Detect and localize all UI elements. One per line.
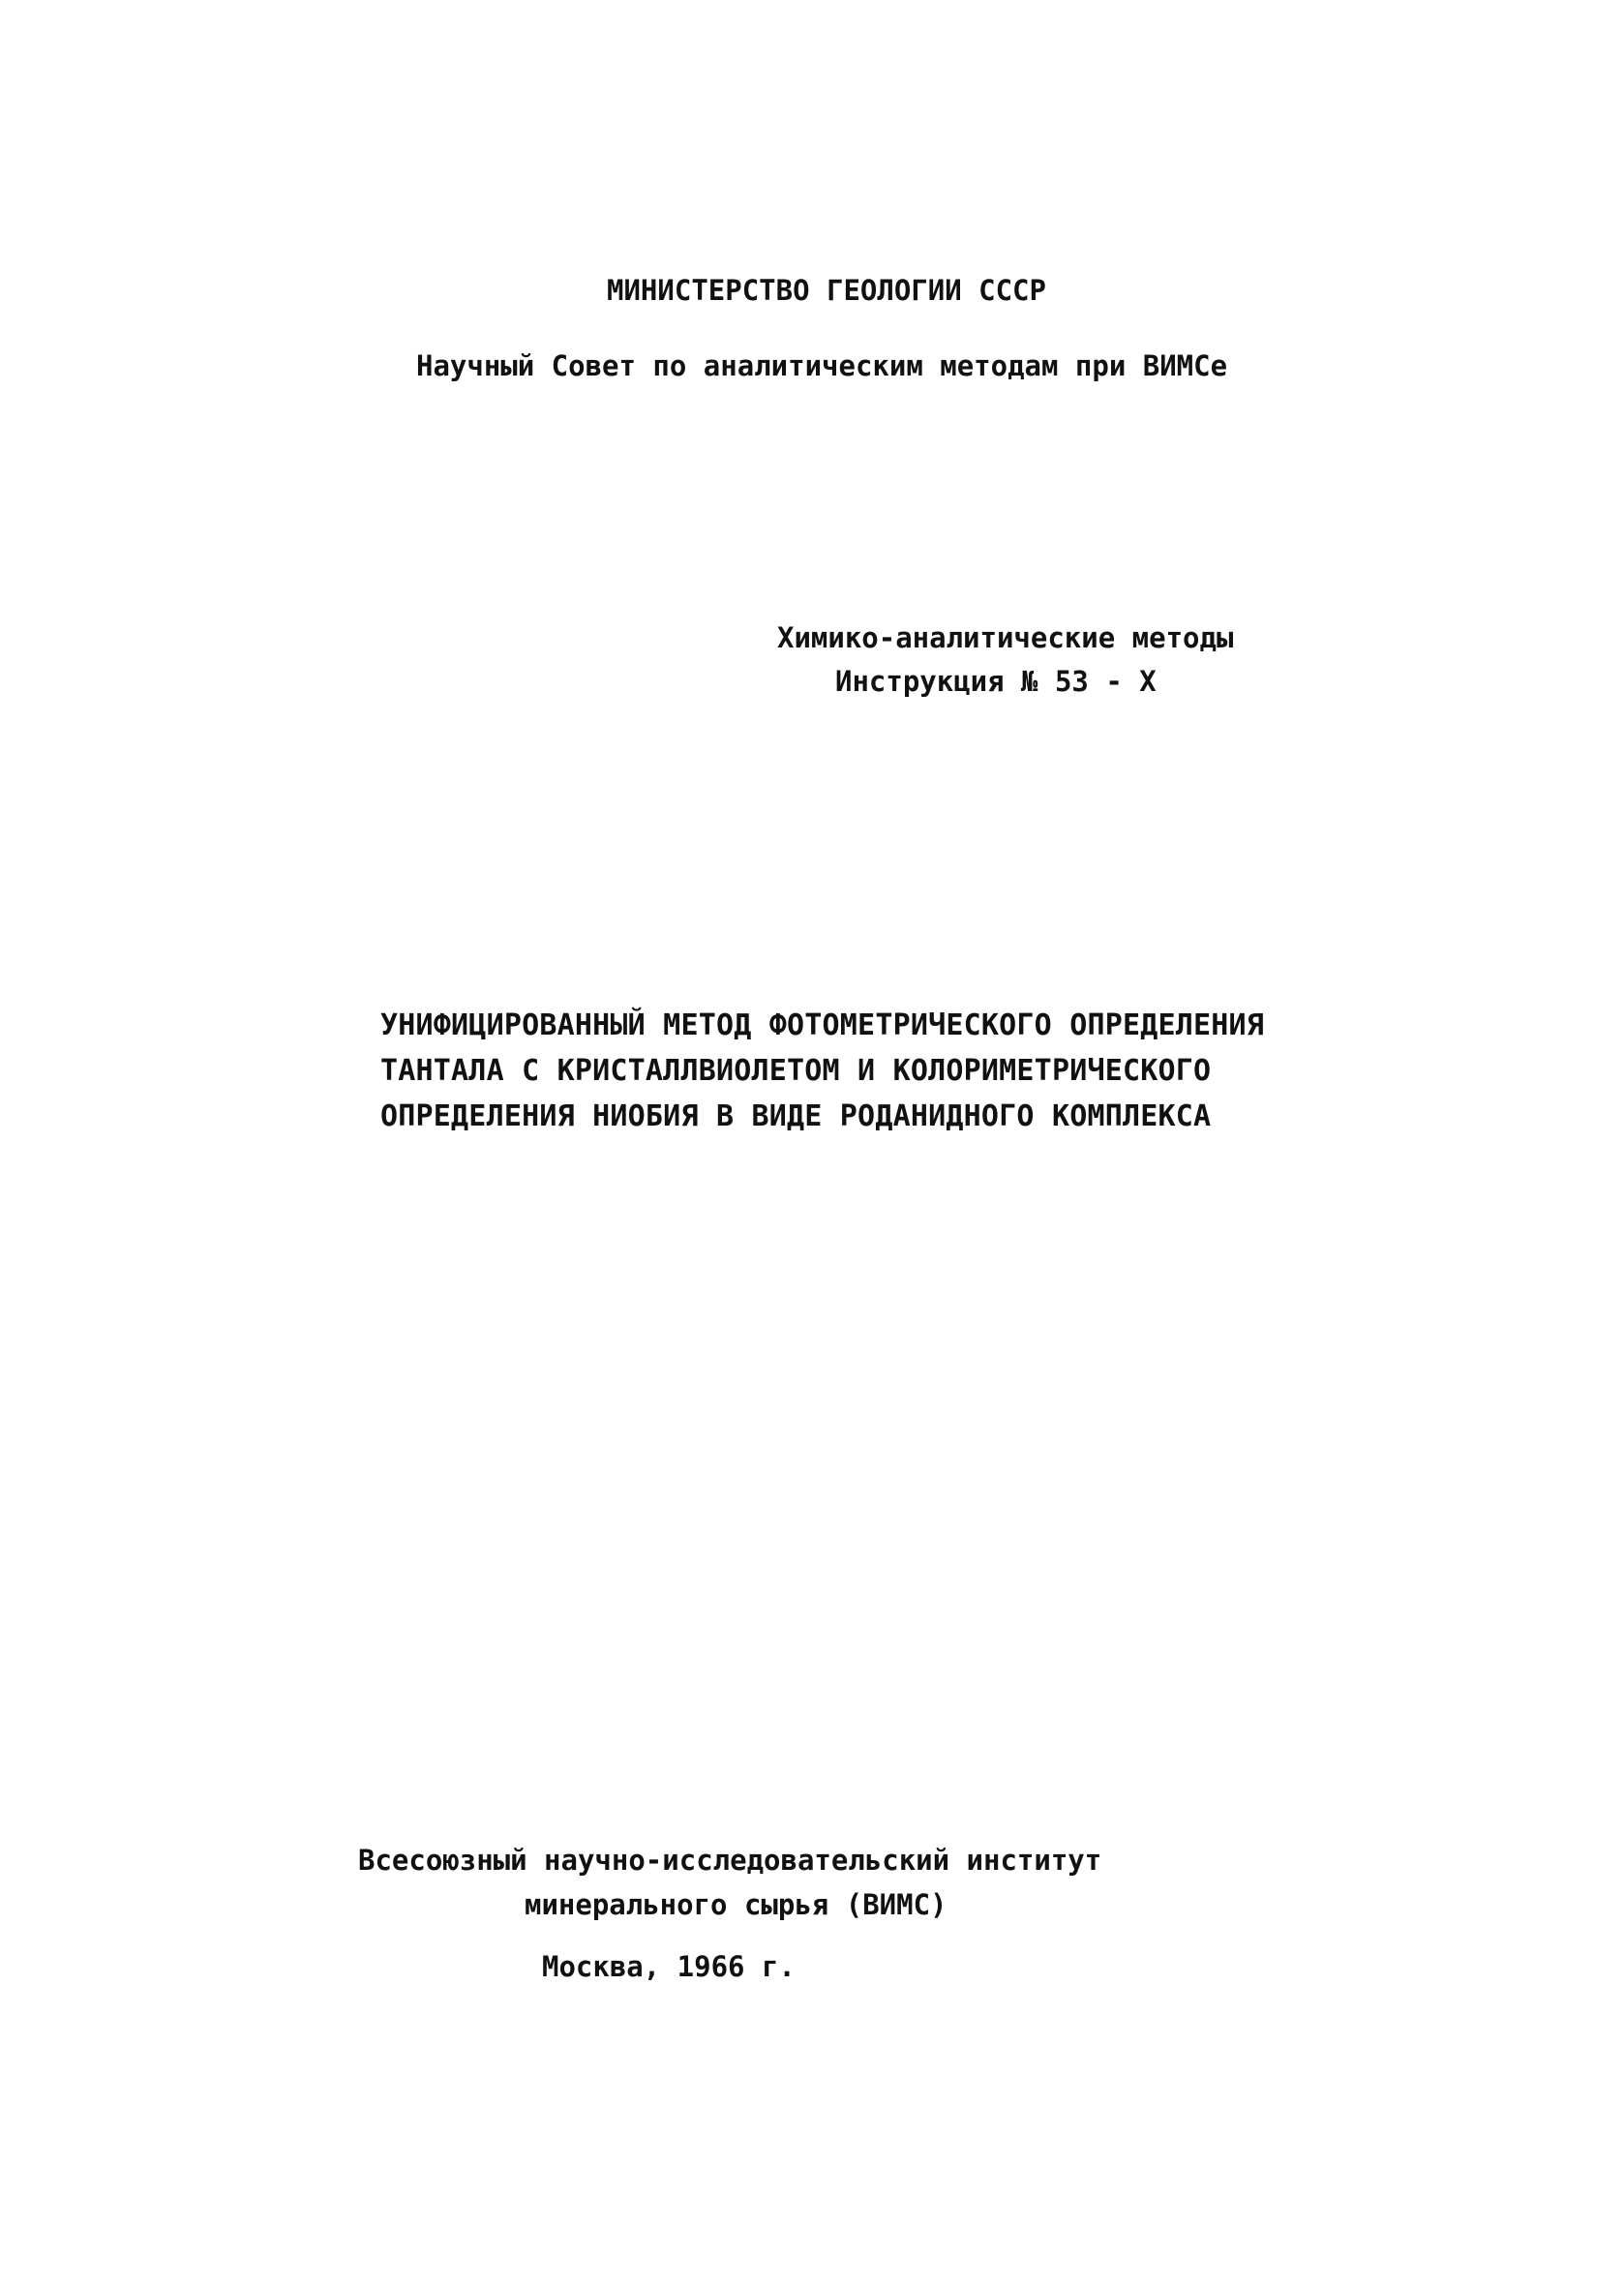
instruction-number: Инструкция № 53 - Х	[835, 665, 1157, 698]
institute-name-line-1: Всесоюзный научно-исследовательский институт	[358, 1844, 1102, 1877]
title-line-3: ОПРЕДЕЛЕНИЯ НИОБИЯ В ВИДЕ РОДАНИДНОГО КОМПЛЕКСА	[380, 1099, 1212, 1133]
place-and-year: Москва, 1966 г.	[542, 1950, 796, 1983]
series-name: Химико-аналитические методы	[777, 621, 1234, 654]
institute-name-line-2: минерального сырья (ВИМС)	[525, 1888, 947, 1921]
ministry-heading: МИНИСТЕРСТВО ГЕОЛОГИИ СССР	[607, 274, 1046, 307]
title-line-1: УНИФИЦИРОВАННЫЙ МЕТОД ФОТОМЕТРИЧЕСКОГО ОПРЕДЕЛЕНИЯ	[380, 1008, 1265, 1042]
document-title	[380, 1003, 1264, 1139]
council-subheading: Научный Совет по аналитическим методам при ВИМСе	[416, 349, 1228, 382]
title-line-2: ТАНТАЛА С КРИСТАЛЛВИОЛЕТОМ И КОЛОРИМЕТРИЧЕСКОГО	[380, 1054, 1212, 1088]
